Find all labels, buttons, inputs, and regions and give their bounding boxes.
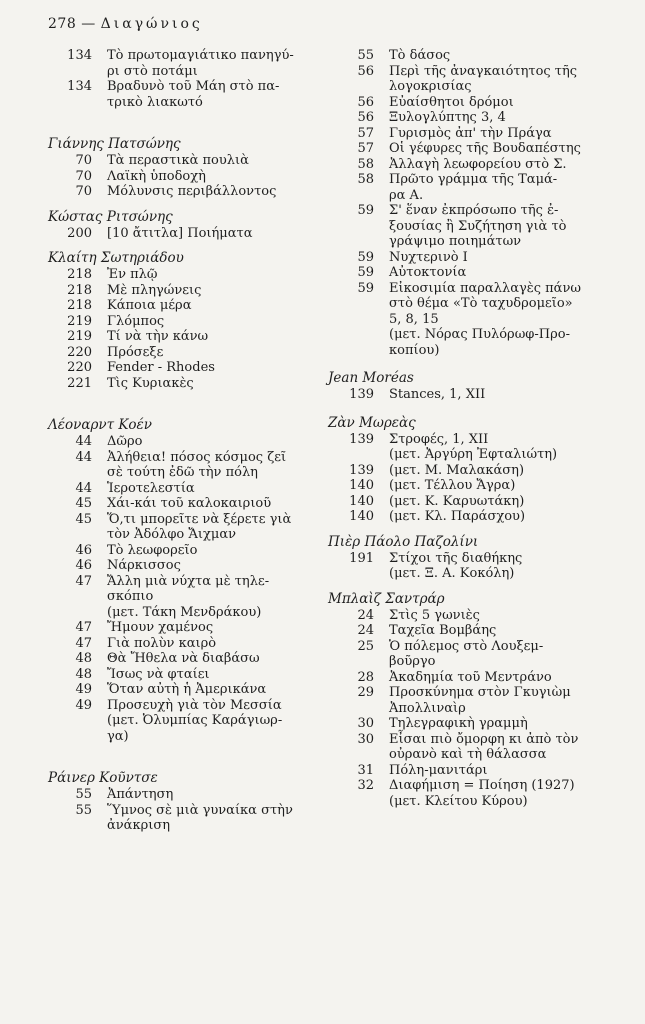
entry-title: Εἰκοσιμία παραλλαγὲς πάνω στὸ θέμα «Τὸ ταχυδρομεῖο» 5, 8, 15 (μετ. Νόρας Πυλόρωφ-Προ- κοπίου) — [389, 280, 581, 358]
entry-page-number: 28 — [357, 669, 374, 685]
index-entry — [48, 543, 310, 559]
entry-page-number: 45 — [75, 511, 92, 527]
index-entry — [48, 360, 310, 376]
index-entry — [48, 620, 310, 636]
author-group — [328, 591, 618, 810]
entry-title: Ὅταν αὐτὴ ἡ Ἀμερικάνα — [107, 682, 267, 697]
entry-page-number: 70 — [75, 153, 92, 168]
entry-page-number: 56 — [357, 63, 374, 79]
entry-page-number: 58 — [357, 156, 374, 172]
entry-title: Τὸ πρωτομαγιάτικο πανηγύ- ρι στὸ ποτάμι — [107, 48, 294, 79]
index-entry — [48, 636, 310, 652]
entry-title: Τί νὰ τὴν κάνω — [107, 329, 209, 344]
entry-title: Stances, 1, XII — [389, 387, 486, 402]
entry-title: Κάποια μέρα — [107, 298, 192, 313]
entry-title: Ξυλογλύπτης 3, 4 — [389, 110, 506, 125]
entry-page-number: 220 — [67, 344, 92, 360]
index-entry — [328, 110, 618, 126]
running-header — [48, 16, 203, 32]
entry-title: Γλόμπος — [107, 313, 165, 329]
author-name: Λέοναρντ Κοέν — [48, 417, 153, 433]
index-right-column — [328, 48, 618, 809]
index-entry — [48, 787, 310, 803]
entry-title: Προσκύνημα στὸν Γκυγιὼμ Ἀπολλιναὶρ — [389, 685, 571, 716]
entry-page-number: 56 — [357, 94, 374, 110]
entry-page-number: 57 — [357, 141, 374, 156]
index-entry — [328, 463, 618, 479]
entry-page-number: 218 — [67, 298, 92, 313]
entry-page-number: 55 — [75, 802, 92, 818]
index-entry — [328, 685, 618, 716]
entry-page-number: 57 — [357, 125, 374, 141]
entry-page-number: 218 — [67, 282, 92, 298]
author-name: Κώστας Ριτσώνης — [48, 208, 173, 225]
entry-page-number: 55 — [75, 787, 92, 802]
entry-title: Ὕμνος σὲ μιὰ γυναίκα στὴν ἀνάκριση — [107, 802, 293, 833]
entry-page-number: 44 — [75, 449, 92, 465]
index-entry — [48, 450, 310, 481]
entry-page-number: 47 — [75, 620, 92, 635]
entry-page-number: 134 — [67, 48, 92, 63]
entry-page-number: 140 — [349, 493, 374, 509]
page-number: 278 — [48, 16, 77, 32]
entry-page-number: 49 — [75, 697, 92, 713]
entry-title: Ἀλλαγὴ λεωφορείου στὸ Σ. — [389, 156, 567, 172]
entry-title: Λαϊκὴ ὑποδοχὴ — [107, 168, 206, 184]
entry-page-number: 140 — [349, 509, 374, 524]
entry-title: Στίχοι τῆς διαθήκης (μετ. Ξ. Α. Κοκόλη) — [389, 550, 523, 581]
index-entry — [328, 141, 618, 157]
entry-page-number: 134 — [67, 79, 92, 94]
entry-page-number: 70 — [75, 184, 92, 199]
index-entry — [328, 716, 618, 732]
index-entry — [328, 608, 618, 624]
index-entry — [328, 778, 618, 809]
index-entry — [328, 95, 618, 111]
entry-title: Περὶ τῆς ἀναγκαιότητος τῆς λογοκρισίας — [389, 63, 578, 94]
author-group — [48, 417, 310, 744]
index-entry — [48, 283, 310, 299]
entry-page-number: 219 — [67, 313, 92, 329]
index-entry — [48, 267, 310, 283]
entry-title: Fender - Rhodes — [107, 360, 215, 375]
author-name: Jean Moréas — [328, 370, 414, 386]
entry-page-number: 46 — [75, 542, 92, 558]
index-entry — [48, 79, 310, 110]
entry-page-number: 70 — [75, 168, 92, 184]
index-entry — [48, 314, 310, 330]
entry-title: Τὸ δάσος — [389, 48, 451, 63]
index-entry — [48, 434, 310, 450]
entry-title: Στροφές, 1, XII (μετ. Ἀργύρη Ἐφταλιώτη) — [389, 431, 558, 462]
index-entry — [328, 478, 618, 494]
entry-title: Προσευχὴ γιὰ τὸν Μεσσία (μετ. Ὀλυμπίας Καράγιωρ- γα) — [107, 697, 283, 744]
index-entry — [48, 481, 310, 497]
index-entry — [328, 387, 618, 403]
entry-page-number: 219 — [67, 329, 92, 344]
entry-title: Οἱ γέφυρες τῆς Βουδαπέστης — [389, 141, 581, 156]
entry-page-number: 30 — [357, 716, 374, 731]
author-group — [48, 770, 310, 834]
author-name: Ράινερ Κοῦντσε — [48, 770, 158, 786]
entry-page-number: 59 — [357, 265, 374, 280]
entry-page-number: 56 — [357, 110, 374, 125]
entry-title: Αὐτοκτονία — [389, 265, 467, 280]
index-entry — [328, 48, 618, 64]
entry-title: Ἀπάντηση — [107, 787, 174, 802]
entry-page-number: 139 — [349, 431, 374, 447]
running-title: Διαγώνιος — [100, 16, 203, 32]
entry-page-number: 47 — [75, 635, 92, 651]
entry-page-number: 139 — [349, 387, 374, 402]
entry-page-number: 55 — [357, 48, 374, 63]
index-entry — [48, 184, 310, 200]
index-entry — [328, 763, 618, 779]
author-name: Πιὲρ Πάολο Παζολίνι — [328, 533, 479, 550]
index-entry — [48, 803, 310, 834]
entry-title: Ἐν πλῷ — [107, 267, 158, 282]
entry-title: Ἀκαδημία τοῦ Μεντράνο — [389, 669, 552, 685]
index-entry — [48, 345, 310, 361]
author-group — [328, 370, 618, 403]
entry-page-number: 45 — [75, 496, 92, 511]
index-entry — [328, 64, 618, 95]
index-entry — [48, 558, 310, 574]
author-name: Ζὰν Μωρεὰς — [328, 414, 416, 431]
entry-title: Ἴσως νὰ φταίει — [107, 666, 210, 682]
entry-page-number: 46 — [75, 558, 92, 573]
entry-title: Πόλη-μανιτάρι — [389, 762, 488, 778]
index-entry — [48, 682, 310, 698]
entry-page-number: 220 — [67, 360, 92, 375]
entry-title: Μόλυνσις περιβάλλοντος — [107, 184, 277, 199]
entry-title: Τὶς Κυριακὲς — [107, 375, 194, 391]
entry-title: Εὐαίσθητοι δρόμοι — [389, 94, 514, 110]
index-entry — [48, 329, 310, 345]
index-entry — [48, 574, 310, 621]
entry-title: Μὲ πληγώνεις — [107, 282, 202, 298]
entry-title: Δῶρο — [107, 434, 143, 449]
index-left-column — [48, 48, 310, 834]
index-entry — [328, 250, 618, 266]
entry-title: (μετ. Μ. Μαλακάση) — [389, 462, 525, 478]
entry-title: Ἄλλη μιὰ νύχτα μὲ τηλε- σκόπιο (μετ. Τάκη Μενδράκου) — [107, 573, 270, 620]
index-entry — [48, 298, 310, 314]
entry-page-number: 59 — [357, 249, 374, 265]
author-name: Κλαίτη Σωτηριάδου — [48, 250, 184, 266]
entry-title: Γυρισμὸς ἀπ' τὴν Πράγα — [389, 125, 552, 141]
entry-title: (μετ. Κλ. Παράσχου) — [389, 509, 526, 524]
author-name: Γιάννης Πατσώνης — [48, 136, 181, 152]
index-entry — [48, 512, 310, 543]
entry-page-number: 140 — [349, 478, 374, 493]
index-entry — [48, 169, 310, 185]
entry-page-number: 139 — [349, 462, 374, 478]
header-dash: — — [81, 16, 96, 32]
author-group — [328, 415, 618, 525]
entry-page-number: 25 — [357, 638, 374, 654]
entry-page-number: 30 — [357, 731, 374, 747]
entry-page-number: 218 — [67, 267, 92, 282]
entry-title: [10 ἄτιτλα] Ποιήματα — [107, 225, 253, 241]
index-entry — [328, 670, 618, 686]
author-group — [48, 48, 310, 110]
entry-title: Γιὰ πολὺν καιρὸ — [107, 635, 217, 651]
index-entry — [48, 667, 310, 683]
author-group — [328, 534, 618, 582]
entry-title: Ἤμουν χαμένος — [107, 620, 214, 635]
entry-title: Ἀλήθεια! πόσος κόσμος ζεῖ σὲ τούτη ἐδῶ τὴν πόλη — [107, 449, 287, 480]
index-entry — [328, 551, 618, 582]
entry-page-number: 44 — [75, 434, 92, 449]
entry-title: Τὸ λεωφορεῖο — [107, 542, 198, 558]
entry-page-number: 24 — [357, 623, 374, 638]
index-entry — [48, 651, 310, 667]
author-group — [328, 48, 618, 358]
author-group — [48, 136, 310, 200]
entry-page-number: 59 — [357, 203, 374, 218]
entry-title: Πρόσεξε — [107, 344, 164, 360]
index-entry — [48, 698, 310, 745]
author-group — [48, 250, 310, 391]
entry-page-number: 44 — [75, 480, 92, 496]
index-entry — [328, 281, 618, 359]
entry-page-number: 58 — [357, 172, 374, 187]
entry-title: Βραδυνὸ τοῦ Μάη στὸ πα- τρικὸ λιακωτό — [107, 79, 280, 110]
entry-title: Χάι-κάι τοῦ καλοκαιριοῦ — [107, 496, 272, 511]
entry-page-number: 29 — [357, 685, 374, 700]
entry-title: Ὁ πόλεμος στὸ Λουξεμ- βοῦργο — [389, 638, 544, 669]
index-entry — [328, 432, 618, 463]
entry-page-number: 191 — [349, 550, 374, 566]
entry-title: Νυχτερινὸ Ι — [389, 249, 468, 265]
entry-page-number: 31 — [357, 762, 374, 778]
index-entry — [48, 226, 310, 242]
entry-page-number: 221 — [67, 375, 92, 391]
index-entry — [328, 623, 618, 639]
index-entry — [328, 126, 618, 142]
entry-page-number: 47 — [75, 573, 92, 589]
entry-title: Σ' ἕναν ἐκπρόσωπο τῆς ἐ- ξουσίας ἢ Συζήτηση γιὰ τὸ γράψιμο ποιημάτων — [389, 203, 567, 249]
author-name: Μπλαὶζ Σαντράρ — [328, 590, 445, 607]
entry-page-number: 48 — [75, 651, 92, 666]
entry-title: (μετ. Κ. Καρυωτάκη) — [389, 493, 525, 509]
entry-page-number: 49 — [75, 682, 92, 697]
entry-title: Τηλεγραφικὴ γραμμὴ — [389, 716, 528, 731]
index-entry — [328, 157, 618, 173]
index-entry — [328, 732, 618, 763]
entry-title: (μετ. Τέλλου Ἄγρα) — [389, 478, 516, 493]
index-entry — [48, 153, 310, 169]
entry-page-number: 59 — [357, 280, 374, 296]
entry-title: Στὶς 5 γωνιὲς — [389, 607, 480, 623]
entry-page-number: 200 — [67, 225, 92, 241]
entry-title: Ταχεῖα Βομβάης — [389, 623, 497, 638]
entry-title: Διαφήμιση = Ποίηση (1927) (μετ. Κλείτου Κύρου) — [389, 778, 575, 809]
index-entry — [328, 509, 618, 525]
entry-page-number: 32 — [357, 778, 374, 793]
entry-title: Πρῶτο γράμμα τῆς Ταμά- ρα Α. — [389, 172, 558, 203]
entry-title: Νάρκισσος — [107, 558, 181, 573]
entry-title: Τὰ περαστικὰ πουλιὰ — [107, 153, 249, 168]
entry-page-number: 24 — [357, 607, 374, 623]
entry-title: Ὅ,τι μπορεῖτε νὰ ξέρετε γιὰ τὸν Ἀδόλφο Ἄιχμαν — [107, 511, 292, 542]
index-entry — [48, 376, 310, 392]
index-entry — [328, 265, 618, 281]
entry-title: Ἱεροτελεστία — [107, 480, 195, 496]
entry-title: Εἶσαι πιὸ ὄμορφη κι ἀπὸ τὸν οὐρανὸ καὶ τὴ θάλασσα — [389, 731, 579, 762]
index-entry — [48, 496, 310, 512]
index-entry — [328, 203, 618, 250]
index-entry — [328, 172, 618, 203]
author-group — [48, 209, 310, 242]
entry-page-number: 48 — [75, 666, 92, 682]
index-entry — [328, 639, 618, 670]
index-entry — [48, 48, 310, 79]
entry-title: Θὰ Ἤθελα νὰ διαβάσω — [107, 651, 260, 666]
index-entry — [328, 494, 618, 510]
